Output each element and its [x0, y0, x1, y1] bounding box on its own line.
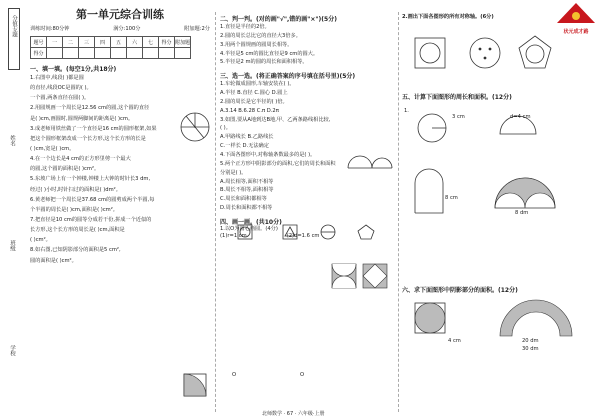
choice-item: C.周长和面积都相等: [220, 196, 267, 203]
question-line: 把这个圆形框架改成一个长方形,这个长方形的长是: [30, 135, 146, 142]
judge-item: 1.直径是半径的2倍。: [220, 24, 270, 30]
section4-item1: 1.以O为圆心画圆。(4分): [220, 225, 278, 232]
choice-item: 分别是( )。: [220, 169, 247, 176]
extra-info: 附加题:2分: [184, 26, 210, 32]
score-value-cell: [175, 48, 191, 59]
section1-body: [30, 73, 210, 266]
fig-label-1: 1.: [404, 108, 409, 114]
class-label: 班级: [9, 240, 15, 251]
score-value-cell: [95, 48, 111, 59]
section4-title: 四、画一画。(共10分): [220, 218, 282, 226]
judge-item: 3.用两个圆规画的圆周长相等。: [220, 41, 293, 48]
score-value-cell: [47, 48, 63, 59]
page-title: 第一单元综合训练: [76, 8, 164, 21]
choice-item: 2.圆的周长是它半径的( )倍。: [220, 98, 288, 105]
score-value-cell: [79, 48, 95, 59]
center-point-o2: O: [300, 372, 305, 378]
choice-item: A.甲路线长 B.乙路线长: [220, 134, 274, 141]
score-header-cell: 六: [127, 37, 143, 48]
dim-30dm: 30 dm: [522, 346, 539, 352]
question-line: 的直径,线段OC是圆的( )。: [30, 85, 92, 92]
question-line: 3.成老师用铁丝做了一个直径是16 cm的圆形框架,如果: [30, 125, 157, 132]
score-header-cell: 七: [143, 37, 159, 48]
perimeter-figures: [410, 108, 590, 218]
choice-item: C.一样长 D.无法确定: [220, 143, 269, 150]
symmetry-shapes-figure: [410, 30, 560, 80]
sidebar-box: [8, 8, 20, 70]
score-header-cell: 四: [95, 37, 111, 48]
score-value-cell: [63, 48, 79, 59]
section5-title: 五、计算下面图形的周长和面积。(12分): [402, 94, 512, 101]
question-line: 是( )cm,画圆时,圆规两脚间的距离是( )cm。: [30, 115, 134, 122]
score-header-cell: 一: [47, 37, 63, 48]
question-line: 长方形,这个长方形的周长是( )cm,面积是: [30, 227, 125, 234]
question-line: 的圆,这个圆的面积是( )cm²。: [30, 166, 100, 173]
radius-label: (1)r=1 cm: [220, 232, 247, 239]
page-footer: 北师数学 · 67 · 六年级·上册: [262, 411, 325, 417]
question-line: ( )cm,宽是( )cm。: [30, 146, 75, 152]
choice-item: 4.下面各图形中,对称轴条数最多的是( )。: [220, 151, 316, 158]
question-line: 圆的面积是( )cm²。: [30, 257, 77, 264]
symmetry-question: 2.画出下面各图形的所有对称轴。(6分): [402, 14, 494, 20]
choice-item: A.周长相等,面积不相等: [220, 178, 274, 185]
symmetry-options-figure: [228, 222, 388, 242]
shaded-squares-figure: [330, 262, 390, 292]
school-label: 学校: [9, 345, 15, 356]
exam-info: [30, 26, 210, 33]
route-figure: [345, 150, 395, 172]
section2-body: [220, 23, 395, 67]
center-point-o: O: [232, 372, 237, 378]
shaded-area-figures: [410, 298, 590, 348]
score-header-cell: 附加题: [175, 37, 191, 48]
shaded-quarter-figure: [182, 372, 210, 400]
question-line: 5.东坡广场上有一个钟楼,钟楼上大钟的时针长3 dm,: [30, 176, 151, 183]
question-line: 2.用圆规画一个周长是12.56 cm的圆,这个圆的直径: [30, 105, 150, 112]
left-margin-sidebar: [0, 0, 26, 420]
choice-item: ( )。: [220, 125, 231, 132]
score-value-cell: 得分: [31, 48, 47, 59]
score-value-cell: [111, 48, 127, 59]
choice-item: D.周长和面积都不相等: [220, 205, 273, 212]
judge-item: 2.圆的周长总比它的直径大3倍多。: [220, 32, 301, 39]
dim-8dm: 8 dm: [515, 210, 529, 216]
dim-4cm: 4 cm: [448, 338, 461, 344]
choice-item: 5.两个正方形中阴影部分的面积,它们的周长和面积: [220, 160, 336, 167]
sidebar-box-label: 分值专题: [11, 15, 17, 37]
question-line: ( )cm²。: [30, 237, 51, 244]
name-label: 姓名: [9, 135, 15, 146]
dim-20dm: 20 dm: [522, 338, 539, 344]
score-header-cell: 题号: [31, 37, 47, 48]
judge-item: 4.半径是5 cm的圆比直径是9 cm的圆大。: [220, 50, 319, 57]
dim-3cm: 3 cm: [452, 114, 465, 120]
section3-body: [220, 80, 395, 213]
judge-item: 5.半径是2 m的圆的周长和面积相等。: [220, 59, 308, 66]
question-line: 个半圆的周长是( )cm,面积是( )cm²。: [30, 206, 118, 213]
question-line: 8.如右图,已知阴影部分的面积是5 cm²,: [30, 247, 121, 254]
section6-title: 六、求下面图形中阴影部分的面积。(12分): [402, 287, 518, 294]
full-score-info: 满分:100分: [113, 26, 141, 32]
question-line: 7.把直径是10 cm的圆等分成若干份,拼成一个近似的: [30, 216, 152, 223]
time-info: 训练时间:80分钟: [30, 26, 70, 32]
dim-d4cm: d=4 cm: [510, 114, 531, 120]
score-header-cell: 得分: [159, 37, 175, 48]
question-line: 经过( )小时,时针扫过的面积是( )dm²。: [30, 186, 121, 193]
question-line: 4.在一个边长是4 cm的正方形里剪一个最大: [30, 156, 131, 163]
question-line: 1.右图中,线段( )都是圆: [30, 75, 84, 82]
column-divider-2: [398, 12, 399, 412]
brand-logo: [555, 2, 597, 36]
question-line: 一个圆,两条直径在圆( )。: [30, 95, 90, 102]
section2-title: 二、判一判。(对的画"√",错的画"×")(5分): [220, 16, 337, 23]
diameter-label: (2)d=1.6 cm: [286, 232, 320, 239]
score-header-cell: 二: [63, 37, 79, 48]
score-value-cell: [159, 48, 175, 59]
logo-text: 状元成才路: [563, 29, 589, 35]
score-value-cell: [143, 48, 159, 59]
question-line: 6.黄老师把一个周长是37.68 cm的圆剪成两个半圆,每: [30, 196, 155, 203]
dim-8cm: 8 cm: [445, 195, 458, 201]
column-middle: [220, 14, 395, 240]
circle-diameter-figure: [178, 110, 212, 144]
score-header-cell: 五: [111, 37, 127, 48]
choice-item: 1.车轮做成圆形,车轴安装在( )。: [220, 81, 295, 88]
score-table: [30, 36, 191, 59]
column-divider: [215, 12, 216, 412]
choice-item: A.3.14 B.6.28 C.π D.2π: [220, 107, 279, 114]
choice-item: A.半径 B.直径 C.圆心 D.圆上: [220, 90, 288, 97]
choice-item: B.周长不相等,面积相等: [220, 187, 274, 194]
section1-title: 一、填一填。(每空1分,共18分): [30, 66, 117, 74]
score-value-cell: [127, 48, 143, 59]
choice-item: 3.如图,要从A地到达B地,甲、乙两条路线相比较,: [220, 116, 331, 123]
score-header-cell: 三: [79, 37, 95, 48]
section3-title: 三、选一选。(将正确答案的序号填在括号里)(5分): [220, 73, 356, 81]
